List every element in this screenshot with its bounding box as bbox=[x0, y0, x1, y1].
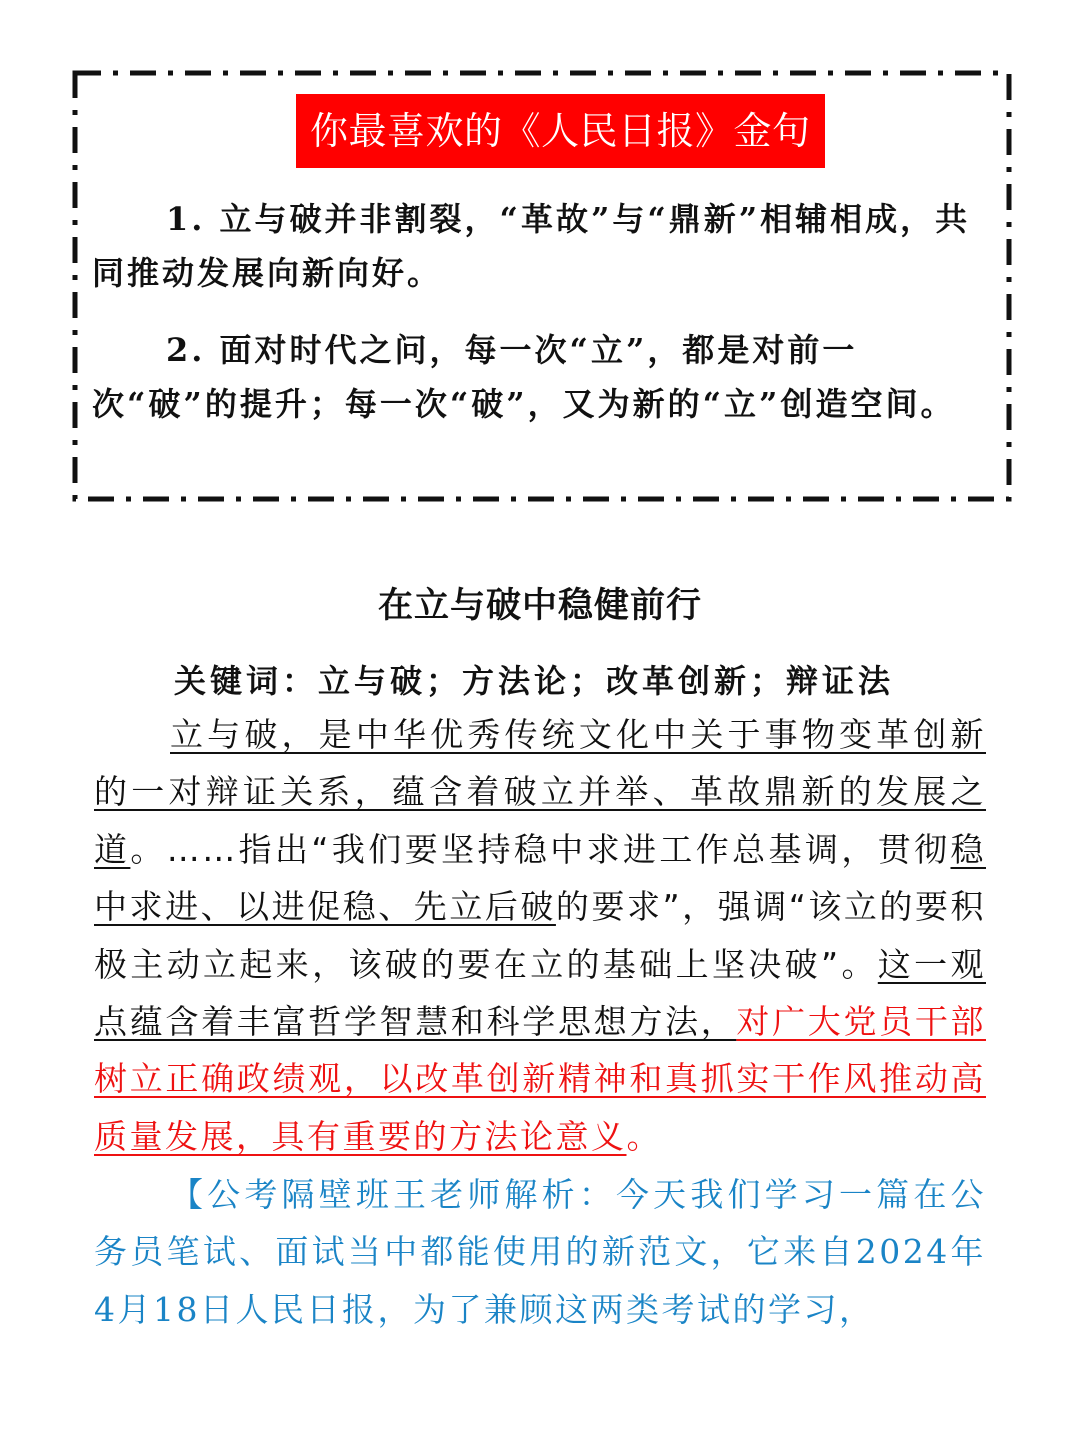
essay-title: 在立与破中稳健前行 bbox=[377, 585, 702, 626]
underlined-phrase: 立与破，是中华优秀传统文化中关于事物变革创新的一对辩证关系，蕴含着破立并举、革故鼎新的发展之道 bbox=[94, 715, 986, 869]
body-text: 的要求”，强调“该立的要积极主动立起来，该破的要在立的基础上坚决破”。 bbox=[94, 887, 986, 984]
red-highlight-phrase: 对广大党员干部树立正确政绩观，以改革创新精神和真抓实干作风推动高质量发展，具有重要的方法论意义 bbox=[94, 1002, 986, 1156]
quote-item-2: 2. 面对时代之问，每一次“立”，都是对前一次“破”的提升；每一次“破”，又为新的“立”创造空间。 bbox=[92, 331, 956, 423]
teacher-analysis: 【公考隔壁班王老师解析：今天我们学习一篇在公务员笔试、面试当中都能使用的新范文，它来自2024年4月18日人民日报，为了兼顾这两类考试的学习， bbox=[94, 1175, 986, 1329]
quote-box bbox=[72, 70, 1012, 502]
body-period: 。 bbox=[626, 1116, 662, 1156]
underlined-phrase: 这一观点蕴含着丰富哲学智慧和科学思想方法， bbox=[94, 944, 986, 1042]
body-text: 。……指出“我们要坚持稳中求进工作总基调，贯彻 bbox=[130, 829, 951, 869]
quote-item-1: 1. 立与破并非割裂，“革故”与“鼎新”相辅相成，共同推动发展向新向好。 bbox=[92, 200, 971, 292]
underlined-phrase: 稳中求进、以进促稳、先立后破 bbox=[94, 829, 986, 927]
essay-body-paragraph bbox=[94, 706, 986, 1165]
essay-keywords: 关键词：立与破；方法论；改革创新；辩证法 bbox=[174, 662, 895, 700]
quote-box-title: 你最喜欢的《人民日报》金句 bbox=[296, 94, 825, 168]
